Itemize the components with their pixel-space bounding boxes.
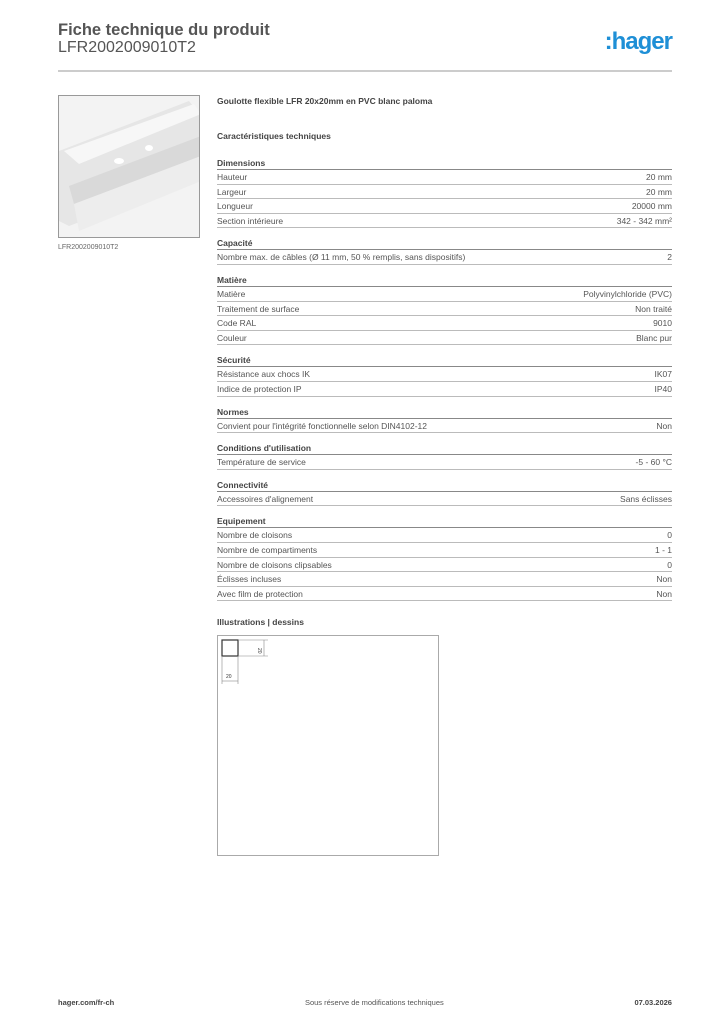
- spec-section: [217, 478, 672, 507]
- spec-value: Sans éclisses: [620, 493, 672, 504]
- spec-row: [217, 185, 672, 200]
- spec-value: 20 mm: [646, 172, 672, 182]
- section-title: Matière: [217, 273, 672, 287]
- spec-label: Hauteur: [217, 172, 248, 182]
- spec-label: Matière: [217, 288, 246, 299]
- spec-label: Nombre de cloisons: [217, 530, 293, 541]
- spec-section: [217, 405, 672, 434]
- spec-value: IP40: [654, 383, 672, 394]
- spec-value: IK07: [654, 369, 672, 380]
- section-title: Equipement: [217, 514, 672, 528]
- dimension-drawing: [217, 635, 439, 856]
- spec-label: Nombre de cloisons clipsables: [217, 559, 332, 570]
- spec-row: [217, 419, 672, 434]
- spec-row: [217, 170, 672, 185]
- footer: [58, 998, 672, 1007]
- spec-section: [217, 273, 672, 345]
- spec-label: Indice de protection IP: [217, 383, 302, 394]
- spec-value: Non traité: [635, 303, 672, 314]
- spec-value: -5 - 60 °C: [635, 457, 672, 468]
- spec-value: 20 mm: [646, 186, 672, 197]
- spec-value: Non: [656, 420, 672, 431]
- spec-value: 2: [667, 252, 672, 263]
- section-title: Sécurité: [217, 353, 672, 367]
- spec-row: [217, 572, 672, 587]
- spec-row: [217, 587, 672, 602]
- spec-row: [217, 455, 672, 470]
- spec-label: Traitement de surface: [217, 303, 300, 314]
- spec-row: [217, 302, 672, 317]
- image-caption: LFR2002009010T2: [58, 244, 119, 251]
- spec-row: [217, 382, 672, 397]
- section-title: Connectivité: [217, 478, 672, 492]
- spec-label: Nombre max. de câbles (Ø 11 mm, 50 % remplis, sans dispositifs): [217, 252, 466, 263]
- spec-label: Résistance aux chocs IK: [217, 369, 311, 380]
- spec-label: Température de service: [217, 457, 306, 468]
- website-link[interactable]: hager.com/fr-ch: [58, 998, 115, 1007]
- characteristics-title: Caractéristiques techniques: [217, 131, 331, 141]
- spec-content: [217, 96, 672, 856]
- product-title: Goulotte flexible LFR 20x20mm en PVC blanc paloma: [217, 96, 433, 106]
- spec-value: 20000 mm: [631, 201, 672, 212]
- spec-section: [217, 156, 672, 228]
- section-title: Capacité: [217, 236, 672, 250]
- section-title: Dimensions: [217, 156, 672, 170]
- spec-value: Non: [656, 574, 672, 585]
- spec-row: [217, 331, 672, 346]
- spec-label: Longueur: [217, 201, 253, 212]
- section-title: Conditions d'utilisation: [217, 441, 672, 455]
- spec-row: [217, 287, 672, 302]
- spec-section: [217, 353, 672, 396]
- spec-row: [217, 250, 672, 265]
- spec-row: [217, 316, 672, 331]
- spec-row: [217, 367, 672, 382]
- spec-row: [217, 528, 672, 543]
- spec-label: Éclisses incluses: [217, 574, 282, 585]
- spec-value: 342 - 342 mm²: [616, 215, 672, 226]
- spec-label: Couleur: [217, 332, 247, 343]
- spec-row: [217, 199, 672, 214]
- product-code: LFR2002009010T2: [58, 39, 196, 56]
- spec-label: Avec film de protection: [217, 588, 303, 599]
- spec-value: 1 - 1: [654, 544, 672, 555]
- spec-value: Non: [656, 588, 672, 599]
- spec-label: Largeur: [217, 186, 247, 197]
- header-divider: [58, 70, 672, 72]
- spec-value: 0: [667, 530, 672, 541]
- page-title: Fiche technique du produit: [58, 21, 270, 39]
- spec-value: Polyvinylchloride (PVC): [583, 288, 672, 299]
- spec-value: 9010: [653, 318, 672, 329]
- spec-row: [217, 492, 672, 507]
- spec-label: Convient pour l'intégrité fonctionnelle selon DIN4102-12: [217, 420, 428, 431]
- hager-logo: :hager: [604, 28, 672, 55]
- spec-label: Accessoires d'alignement: [217, 493, 314, 504]
- spec-label: Section intérieure: [217, 215, 284, 226]
- spec-label: Code RAL: [217, 318, 257, 329]
- spec-section: [217, 441, 672, 470]
- spec-label: Nombre de compartiments: [217, 544, 318, 555]
- illustrations-title: Illustrations | dessins: [217, 617, 304, 628]
- section-title: Normes: [217, 405, 672, 419]
- footer-note: Sous réserve de modifications techniques: [304, 998, 444, 1007]
- spec-value: 0: [667, 559, 672, 570]
- spec-row: [217, 543, 672, 558]
- width-dimension: 20: [226, 674, 232, 681]
- spec-row: [217, 214, 672, 229]
- spec-section: [217, 514, 672, 601]
- spec-row: [217, 558, 672, 573]
- height-dimension: 20: [256, 648, 262, 654]
- spec-value: Blanc pur: [636, 332, 672, 343]
- spec-section: [217, 236, 672, 265]
- product-image: [58, 95, 200, 238]
- footer-date: 07.03.2026: [634, 998, 672, 1007]
